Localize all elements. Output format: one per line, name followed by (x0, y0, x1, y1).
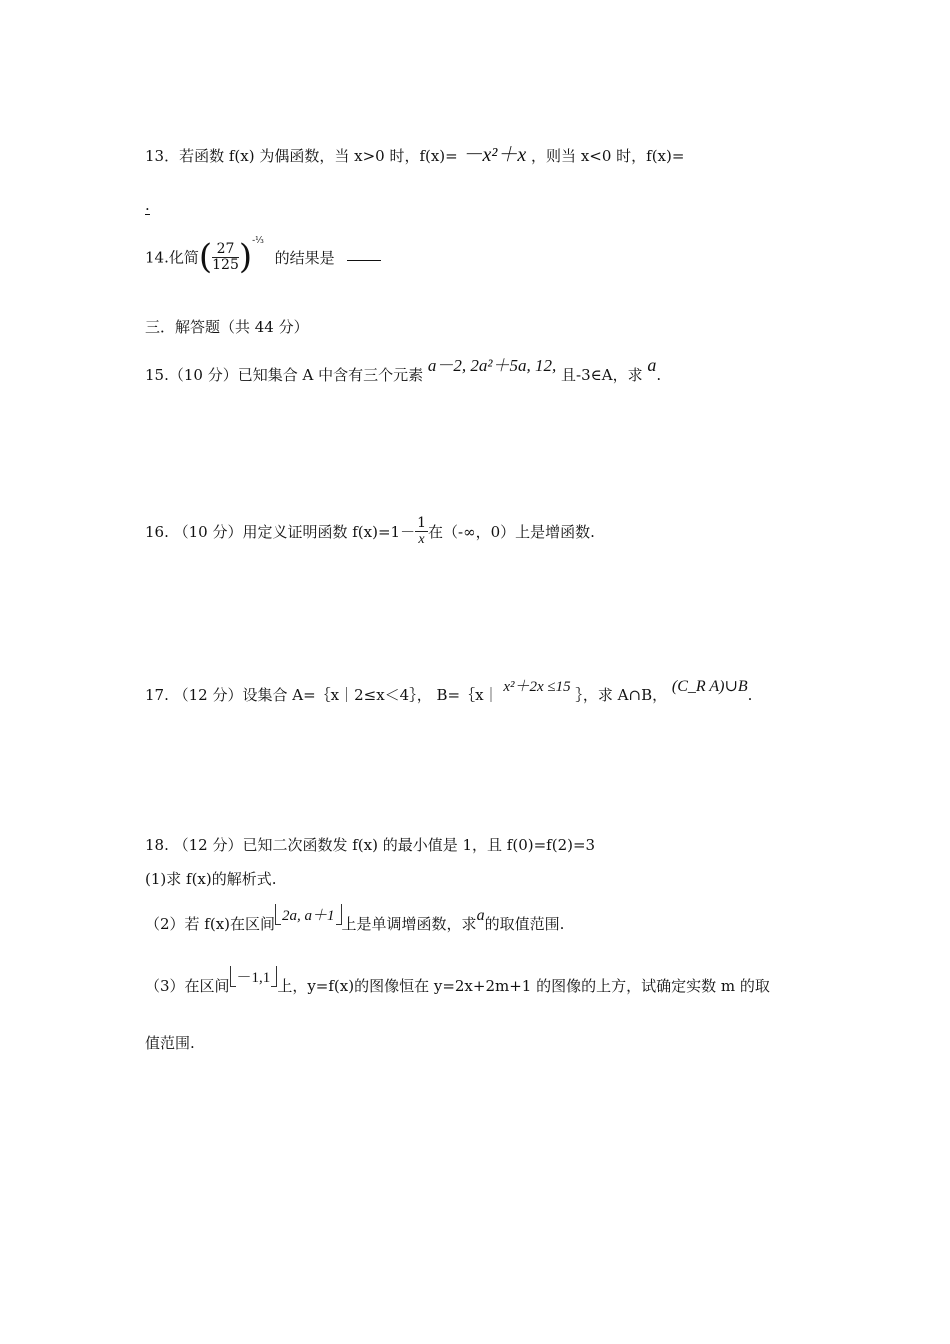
q18-part-3-cont: 值范围. (145, 1034, 195, 1052)
q14-exponent: -⅓ (252, 236, 264, 246)
q14-text: 的结果是 (274, 248, 335, 267)
q14-numerator: 27 (212, 242, 239, 258)
q15-end: . (656, 366, 662, 384)
q14-answer-blank (347, 248, 381, 261)
q18-p2-text-b: 上是单调增函数，求 (341, 915, 477, 933)
q15-text-b: 且-3∈A，求 (561, 366, 643, 384)
q13-text-a: 13．若函数 f(x) 为偶函数，当 x>0 时，f(x)= (145, 147, 458, 165)
q13-answer-mark: . (145, 196, 150, 214)
q13-text-b: ，则当 x<0 时，f(x)= (531, 147, 685, 165)
section-3-title: 三．解答题（共 44 分） (145, 318, 309, 336)
q17-formula2: (C_R A)∪B (671, 678, 748, 695)
q14-right-paren: ) (238, 237, 253, 277)
q17-text-a: 17. （12 分）设集合 A=｛x｜2≤x＜4｝， B=｛x｜ (145, 686, 499, 704)
q14-left-paren: ( (198, 237, 213, 277)
q18-p2-interval: 2a, a＋1 (275, 904, 342, 925)
q18-part-1: (1)求 f(x)的解析式. (145, 870, 277, 888)
q16-text-a: 16. （10 分）用定义证明函数 f(x)=1－ (145, 523, 416, 541)
question-13 (145, 138, 684, 167)
q18-p3-interval: －1,1 (230, 966, 278, 987)
question-15 (145, 355, 662, 385)
question-18: 18. （12 分）已知二次函数发 f(x) 的最小值是 1，且 f(0)=f(2)=3 (145, 836, 596, 854)
q18-part-3 (145, 970, 770, 996)
question-17 (145, 678, 753, 705)
q14-denominator: 125 (212, 256, 239, 273)
q13-formula: －x²＋x (462, 144, 527, 166)
question-16 (145, 516, 595, 547)
q18-p2-text-a: （2）若 f(x)在区间 (145, 915, 276, 933)
q13-answer-blank (145, 196, 150, 214)
q18-part-2 (145, 907, 565, 934)
q17-formula: x²＋2x ≤15 (503, 679, 571, 695)
q17-end: . (747, 686, 753, 704)
q18-p3-text-b: 上，y=f(x)的图像恒在 y=2x+2m+1 的图像的上方，试确定实数 m 的取 (277, 977, 770, 995)
q16-frac-num: 1 (417, 515, 426, 531)
q15-text-a: 15.（10 分）已知集合 A 中含有三个元素 (145, 366, 424, 384)
q18-p2-text-c: 的取值范围. (484, 915, 565, 933)
q16-frac-den: x (418, 532, 425, 547)
q14-fraction (212, 242, 239, 273)
q16-fraction (415, 516, 428, 547)
q18-p3-text-a: （3）在区间 (145, 977, 230, 995)
q14-label: 14.化简 (145, 248, 199, 267)
q15-formula: a－2, 2a²＋5a, 12, (427, 356, 557, 375)
q17-text-b: ｝，求 A∩B， (575, 686, 668, 704)
question-14 (145, 236, 381, 277)
q15-var: a (647, 355, 657, 375)
q18-p2-var: a (476, 907, 485, 924)
q16-text-b: 在（-∞，0）上是增函数. (428, 523, 595, 541)
